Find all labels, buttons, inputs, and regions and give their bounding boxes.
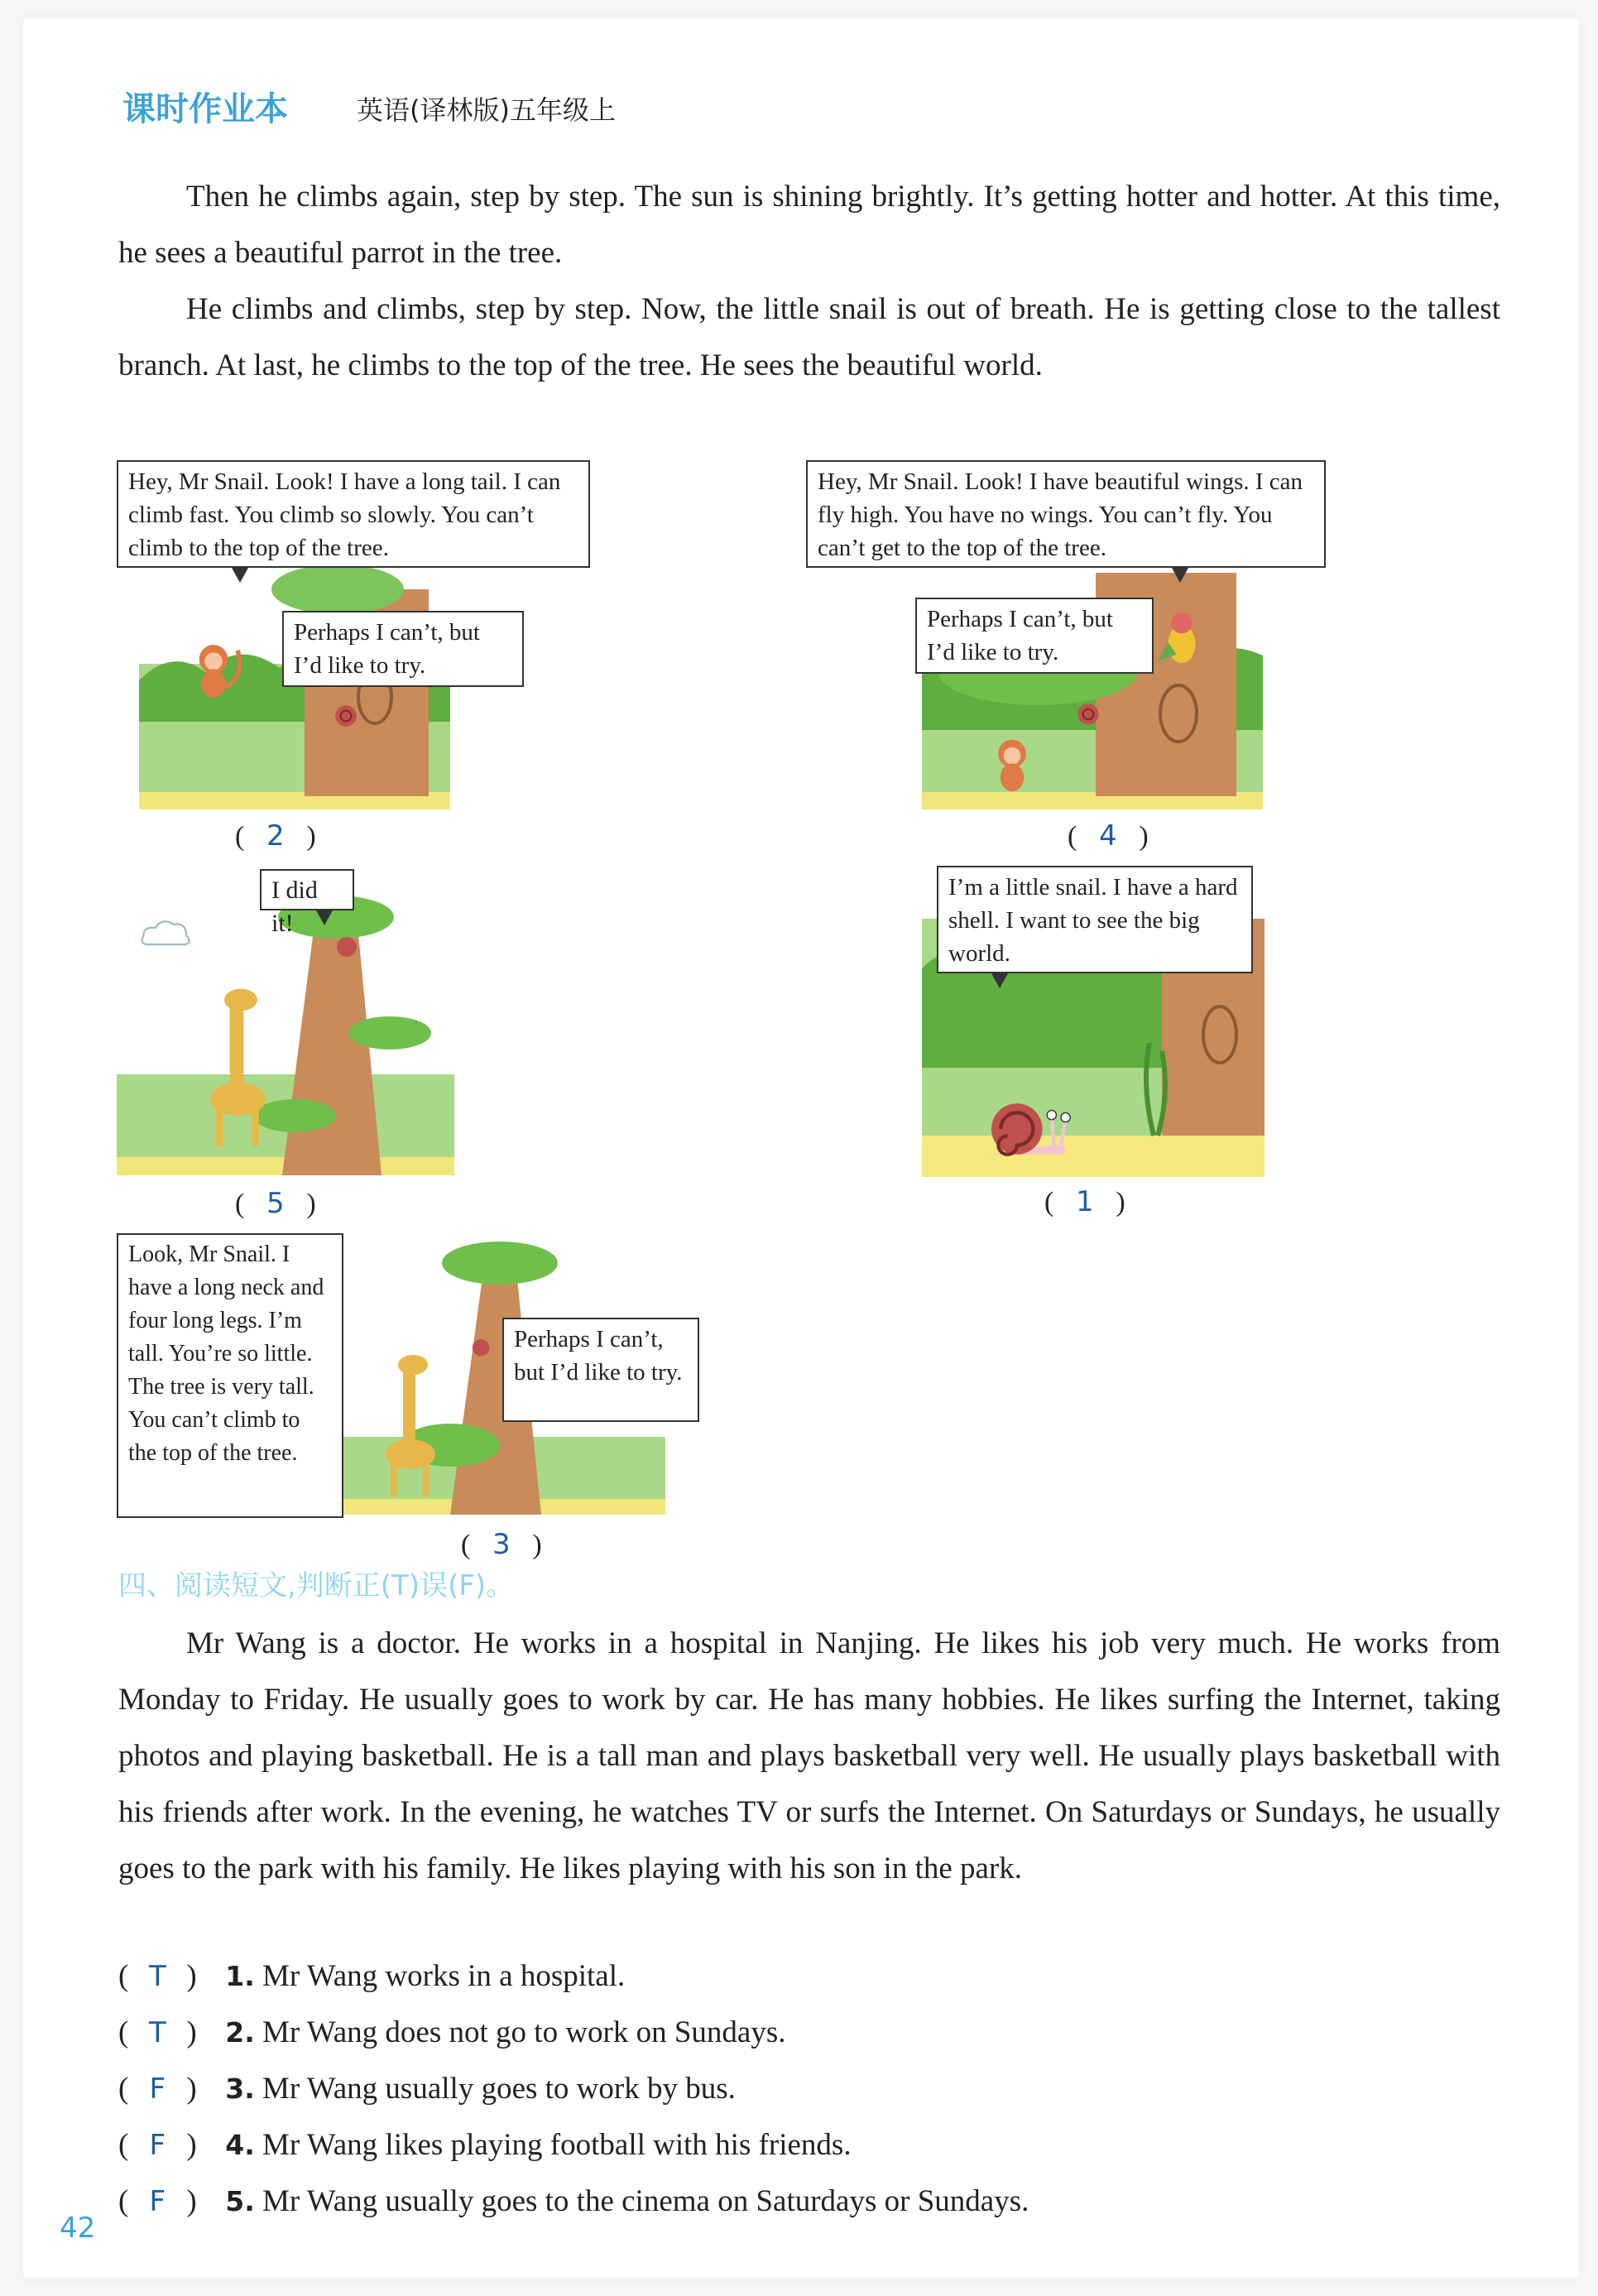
question-text: Mr Wang usually goes to the cinema on Saturdays or Sundays.	[262, 2184, 1029, 2218]
snail-icon	[328, 704, 364, 730]
snail-reply-bubble: Perhaps I can’t, but I’d like to try.	[915, 598, 1154, 674]
tree-icon	[922, 556, 1263, 809]
snail-icon	[980, 1094, 1073, 1164]
answer-blank-start[interactable]: ( 1 )	[1044, 1185, 1125, 1218]
answer-value: 5	[266, 1187, 285, 1220]
giraffe-speech-bubble: Look, Mr Snail. I have a long neck and four long legs. I’m tall. You’re so little. The tree is very tall. You can’t climb to the top of the tree.	[117, 1233, 343, 1518]
question-number: 4.	[225, 2129, 255, 2161]
cloud-icon	[133, 917, 199, 953]
question-number: 1.	[225, 1960, 255, 1992]
monkey-icon	[180, 635, 247, 701]
speech-tail	[232, 568, 248, 583]
parrot-icon	[1155, 608, 1208, 672]
answer-blank[interactable]: T	[148, 1960, 166, 1993]
answer-value: 1	[1076, 1185, 1094, 1218]
monkey-speech-bubble: Hey, Mr Snail. Look! I have a long tail. I can climb fast. You climb so slowly. You can’t climb to the top of the tree.	[117, 460, 590, 568]
answer-blank[interactable]: F	[149, 2185, 166, 2218]
snail-icon	[1071, 702, 1106, 728]
snail-icon	[467, 1338, 495, 1359]
answer-value: 2	[266, 819, 285, 853]
parrot-scene	[922, 556, 1263, 809]
question-number: 5.	[225, 2185, 255, 2217]
answer-blank-parrot[interactable]: ( 4 )	[1068, 819, 1149, 853]
answer-value: 4	[1099, 819, 1117, 853]
answer-blank-giraffe[interactable]: ( 3 )	[461, 1528, 542, 1561]
answer-value: 3	[492, 1528, 511, 1561]
section-title: 四、阅读短文,判断正(T)误(F)。	[118, 1569, 515, 1602]
speech-tail	[991, 973, 1008, 988]
story-paragraph-1: Then he climbs again, step by step. The sun is shining brightly. It’s getting hotter and hotter. At this time, he sees a beautiful parrot in the tree.	[118, 180, 1500, 270]
snail-speech-bubble: I did it!	[260, 869, 354, 910]
answer-blank-top[interactable]: ( 5 )	[235, 1187, 316, 1220]
subject-title: 英语(译林版)五年级上	[357, 94, 616, 126]
question-row: ( F ) 4. Mr Wang likes playing football with his friends.	[118, 2128, 852, 2162]
question-text: Mr Wang works in a hospital.	[262, 1959, 626, 1993]
question-text: Mr Wang does not go to work on Sundays.	[262, 2015, 786, 2049]
question-row: ( T ) 1. Mr Wang works in a hospital.	[118, 1959, 626, 1993]
answer-blank[interactable]: F	[149, 2073, 166, 2106]
snail-icon	[330, 935, 363, 960]
snail-reply-bubble: Perhaps I can’t, but I’d like to try.	[502, 1318, 699, 1422]
speech-tail	[316, 910, 333, 925]
snail-speech-bubble: I’m a little snail. I have a hard shell. I want to see the big world.	[937, 866, 1253, 973]
story-paragraph-2: He climbs and climbs, step by step. Now, the little snail is out of breath. He is getting close to the tallest branch. At last, he climbs to the top of the tree. He sees the beautiful world.	[118, 292, 1500, 382]
question-row: ( F ) 5. Mr Wang usually goes to the cinema on Saturdays or Sundays.	[118, 2184, 1029, 2218]
answer-blank[interactable]: F	[149, 2129, 166, 2162]
parrot-speech-bubble: Hey, Mr Snail. Look! I have beautiful wings. I can fly high. You have no wings. You can’t fly. You can’t get to the top of the tree.	[806, 460, 1326, 568]
question-row: ( T ) 2. Mr Wang does not go to work on Sundays.	[118, 2015, 786, 2049]
question-text: Mr Wang likes playing football with his friends.	[262, 2128, 852, 2162]
answer-blank-monkey[interactable]: ( 2 )	[235, 819, 316, 853]
question-number: 2.	[225, 2016, 255, 2049]
giraffe-icon	[376, 1338, 450, 1511]
brand-title: 课时作业本	[122, 90, 288, 128]
question-number: 3.	[225, 2073, 255, 2105]
speech-tail	[1172, 568, 1188, 583]
snail-reply-bubble: Perhaps I can’t, but I’d like to try.	[282, 611, 524, 687]
answer-blank[interactable]: T	[148, 2016, 166, 2049]
monkey-icon	[980, 730, 1044, 795]
reading-passage: Mr Wang is a doctor. He works in a hospital in Nanjing. He likes his job very much. He works from Monday to Friday. He usually goes to work by car. He has many hobbies. He likes surfing the Internet, taking photos and playing basketball. He is a tall man and plays basketball very well. He usually plays basketball with his friends after work. In the evening, he watches TV or surfs the Internet. On Saturdays or Sundays, he usually goes to the park with his family. He likes playing with his son in the park.	[118, 1626, 1500, 1885]
giraffe-icon	[199, 967, 282, 1165]
question-row: ( F ) 3. Mr Wang usually goes to work by bus.	[118, 2072, 736, 2106]
question-text: Mr Wang usually goes to work by bus.	[262, 2072, 736, 2106]
page-number: 42	[60, 2212, 96, 2245]
